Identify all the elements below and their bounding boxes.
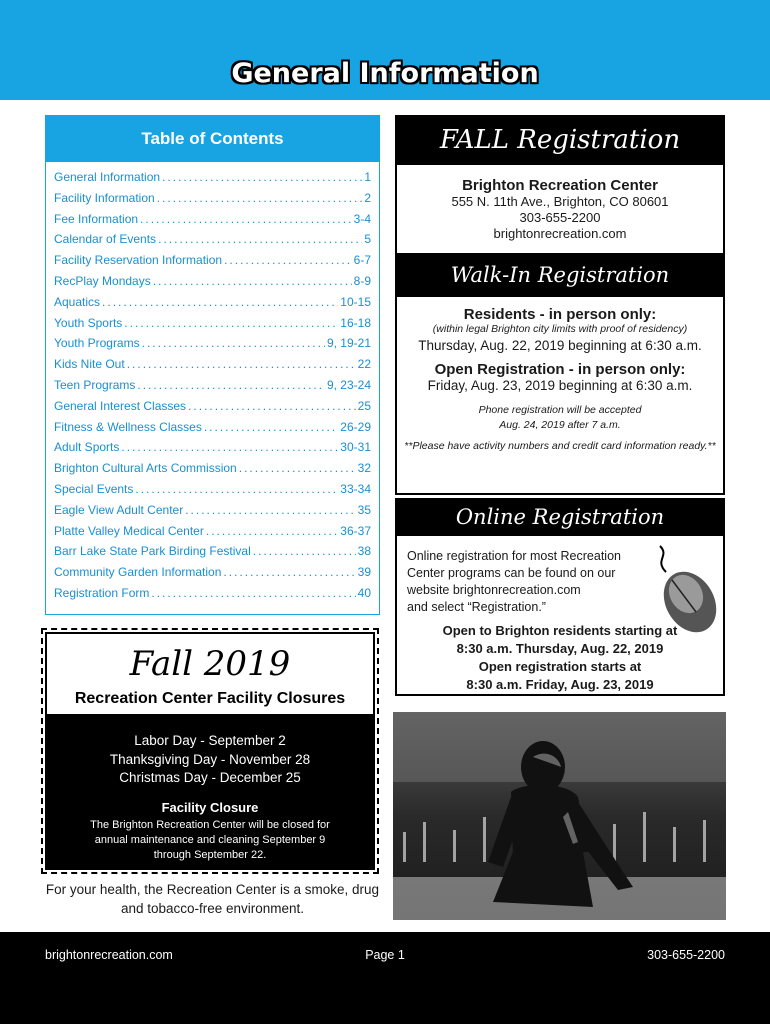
- toc-item-label: Youth Sports: [54, 315, 123, 330]
- toc-item-page: 10-15: [340, 294, 371, 309]
- toc-item[interactable]: [54, 295, 371, 316]
- toc-item[interactable]: [54, 232, 371, 253]
- toc-item[interactable]: [54, 336, 371, 357]
- toc-item[interactable]: [54, 565, 371, 586]
- toc-leader-dots: [127, 357, 356, 371]
- footer-website[interactable]: brightonrecreation.com: [45, 948, 173, 962]
- toc-item[interactable]: [54, 461, 371, 482]
- toc-leader-dots: [157, 191, 363, 205]
- toc-item-page: 9, 23-24: [326, 377, 371, 392]
- toc-item-page: 6-7: [353, 253, 371, 268]
- closures-title: Fall 2019: [129, 644, 291, 684]
- ready-note: **Please have activity numbers and credit card information ready.**: [404, 440, 716, 452]
- toc-leader-dots: [135, 482, 338, 496]
- toc-leader-dots: [140, 212, 352, 226]
- toc-leader-dots: [224, 253, 352, 267]
- toc-leader-dots: [204, 420, 338, 434]
- toc-leader-dots: [151, 586, 355, 600]
- center-website: brightonrecreation.com: [493, 226, 627, 241]
- toc-item[interactable]: [54, 440, 371, 461]
- toc-item-label: Eagle View Adult Center: [54, 502, 184, 517]
- toc-item-page: 1: [364, 170, 371, 184]
- residents-date: Thursday, Aug. 22, 2019 beginning at 6:30 a.m.: [418, 338, 702, 353]
- toc-leader-dots: [185, 503, 355, 517]
- toc-item[interactable]: [54, 357, 371, 378]
- toc-leader-dots: [206, 524, 338, 538]
- toc-item[interactable]: [54, 586, 371, 607]
- toc-item-label: General Interest Classes: [54, 398, 187, 413]
- toc-leader-dots: [239, 461, 356, 475]
- online-box: [395, 536, 725, 696]
- toc-item-label: RecPlay Mondays: [54, 273, 151, 288]
- online-open-dates: [397, 622, 723, 694]
- open-title: Open Registration - in person only:: [434, 361, 686, 378]
- toc-leader-dots: [153, 274, 352, 288]
- phone-note-date: Aug. 24, 2019 after 7 a.m.: [499, 419, 621, 431]
- toc-item-page: 22: [357, 357, 371, 372]
- toc-item-label: Platte Valley Medical Center: [54, 523, 204, 538]
- center-name: Brighton Recreation Center: [462, 177, 658, 194]
- holiday-item: Thanksgiving Day - November 28: [109, 751, 311, 767]
- toc-item-page: 39: [357, 565, 371, 580]
- walkin-section: [395, 306, 725, 454]
- online-open-line: 8:30 a.m. Thursday, Aug. 22, 2019: [456, 641, 664, 656]
- toc-leader-dots: [188, 399, 356, 413]
- footer: [0, 932, 770, 1024]
- page-title: General Information: [231, 58, 539, 89]
- footer-page-number: Page 1: [365, 948, 405, 962]
- toc-leader-dots: [124, 316, 338, 330]
- toc-item-page: 8-9: [353, 273, 371, 288]
- center-info: [395, 178, 725, 242]
- toc-list: [46, 162, 379, 607]
- toc-item[interactable]: [54, 274, 371, 295]
- toc-leader-dots: [223, 565, 355, 579]
- online-text-line: Center programs can be found on our: [407, 566, 616, 580]
- footer-phone: 303-655-2200: [647, 948, 725, 962]
- toc-item-page: 36-37: [340, 523, 371, 538]
- toc-item-label: Barr Lake State Park Birding Festival: [54, 544, 251, 559]
- toc-item-page: 2: [364, 190, 371, 205]
- toc-item-label: Facility Reservation Information: [54, 253, 223, 268]
- center-phone: 303-655-2200: [519, 210, 601, 225]
- toc-item-label: Youth Programs: [54, 336, 140, 351]
- online-text: [407, 548, 647, 616]
- health-note: For your health, the Recreation Center is a smoke, drug and tobacco-free environment.: [45, 882, 380, 916]
- toc-item-page: 40: [357, 585, 371, 600]
- toc-item-label: Facility Information: [54, 190, 155, 205]
- toc-leader-dots: [162, 170, 362, 184]
- toc-item[interactable]: [54, 503, 371, 524]
- toc-leader-dots: [102, 295, 338, 309]
- facility-closure-text: The Brighton Recreation Center will be closed for annual maintenance and cleaning September 9 through September 22.: [90, 819, 330, 861]
- holiday-item: Labor Day - September 2: [134, 733, 286, 748]
- online-open-line: 8:30 a.m. Friday, Aug. 23, 2019: [466, 677, 654, 692]
- walkin-heading: Walk-In Registration: [395, 253, 725, 297]
- toc-item[interactable]: [54, 482, 371, 503]
- residents-title: Residents - in person only:: [463, 306, 657, 323]
- toc-item[interactable]: [54, 316, 371, 337]
- toc-leader-dots: [142, 336, 325, 350]
- table-of-contents: [45, 115, 380, 615]
- toc-item-label: Kids Nite Out: [54, 357, 125, 372]
- closures-subtitle: Recreation Center Facility Closures: [74, 690, 346, 707]
- toc-item-page: 38: [357, 544, 371, 559]
- toc-item[interactable]: [54, 253, 371, 274]
- toc-item[interactable]: [54, 399, 371, 420]
- toc-item-label: Calendar of Events: [54, 232, 157, 247]
- toc-item[interactable]: [54, 170, 371, 191]
- online-text-line: website brightonrecreation.com: [407, 583, 581, 597]
- toc-item-label: Teen Programs: [54, 377, 136, 392]
- toc-item-label: Special Events: [54, 481, 134, 496]
- toc-leader-dots: [253, 544, 356, 558]
- toc-item-page: 26-29: [340, 419, 371, 434]
- closures-box: [45, 632, 375, 870]
- toc-item[interactable]: [54, 524, 371, 545]
- fall-registration-heading: FALL Registration: [395, 115, 725, 165]
- statue-photo: [393, 712, 726, 920]
- toc-item-page: 33-34: [340, 481, 371, 496]
- toc-item[interactable]: [54, 420, 371, 441]
- online-registration-heading: Online Registration: [395, 498, 725, 536]
- toc-item-label: Adult Sports: [54, 440, 120, 455]
- facility-closure-title: Facility Closure: [161, 800, 259, 815]
- toc-item-page: 35: [357, 502, 371, 517]
- toc-leader-dots: [137, 378, 325, 392]
- center-address: 555 N. 11th Ave., Brighton, CO 80601: [451, 194, 669, 209]
- toc-leader-dots: [121, 440, 338, 454]
- toc-heading: Table of Contents: [46, 116, 379, 162]
- holiday-list: [45, 732, 375, 788]
- toc-item-page: 30-31: [340, 440, 371, 455]
- toc-item[interactable]: [54, 378, 371, 399]
- toc-item-page: 9, 19-21: [326, 336, 371, 351]
- toc-item-page: 32: [357, 461, 371, 476]
- holiday-item: Christmas Day - December 25: [119, 770, 301, 785]
- toc-item-label: Fitness & Wellness Classes: [54, 419, 202, 434]
- toc-item[interactable]: [54, 544, 371, 565]
- open-date: Friday, Aug. 23, 2019 beginning at 6:30 a.m.: [427, 378, 693, 393]
- toc-item-label: General Information: [54, 170, 161, 184]
- toc-item-page: 3-4: [353, 211, 371, 226]
- residents-note: (within legal Brighton city limits with proof of residency): [432, 323, 688, 335]
- toc-item-label: Community Garden Information: [54, 565, 222, 580]
- toc-item[interactable]: [54, 191, 371, 212]
- toc-item-page: 25: [357, 398, 371, 413]
- phone-note: Phone registration will be accepted: [478, 404, 642, 416]
- toc-item-page: 5: [364, 232, 371, 247]
- online-open-line: Open to Brighton residents starting at: [442, 623, 678, 638]
- online-text-line: Online registration for most Recreation: [407, 549, 621, 563]
- toc-item-label: Registration Form: [54, 585, 150, 600]
- toc-item-label: Fee Information: [54, 211, 139, 226]
- toc-item-page: 16-18: [340, 315, 371, 330]
- online-text-line: and select “Registration.”: [407, 600, 546, 614]
- toc-item-label: Brighton Cultural Arts Commission: [54, 461, 237, 476]
- online-open-line: Open registration starts at: [478, 659, 642, 674]
- toc-leader-dots: [158, 232, 362, 246]
- toc-item-label: Aquatics: [54, 294, 101, 309]
- toc-item[interactable]: [54, 212, 371, 233]
